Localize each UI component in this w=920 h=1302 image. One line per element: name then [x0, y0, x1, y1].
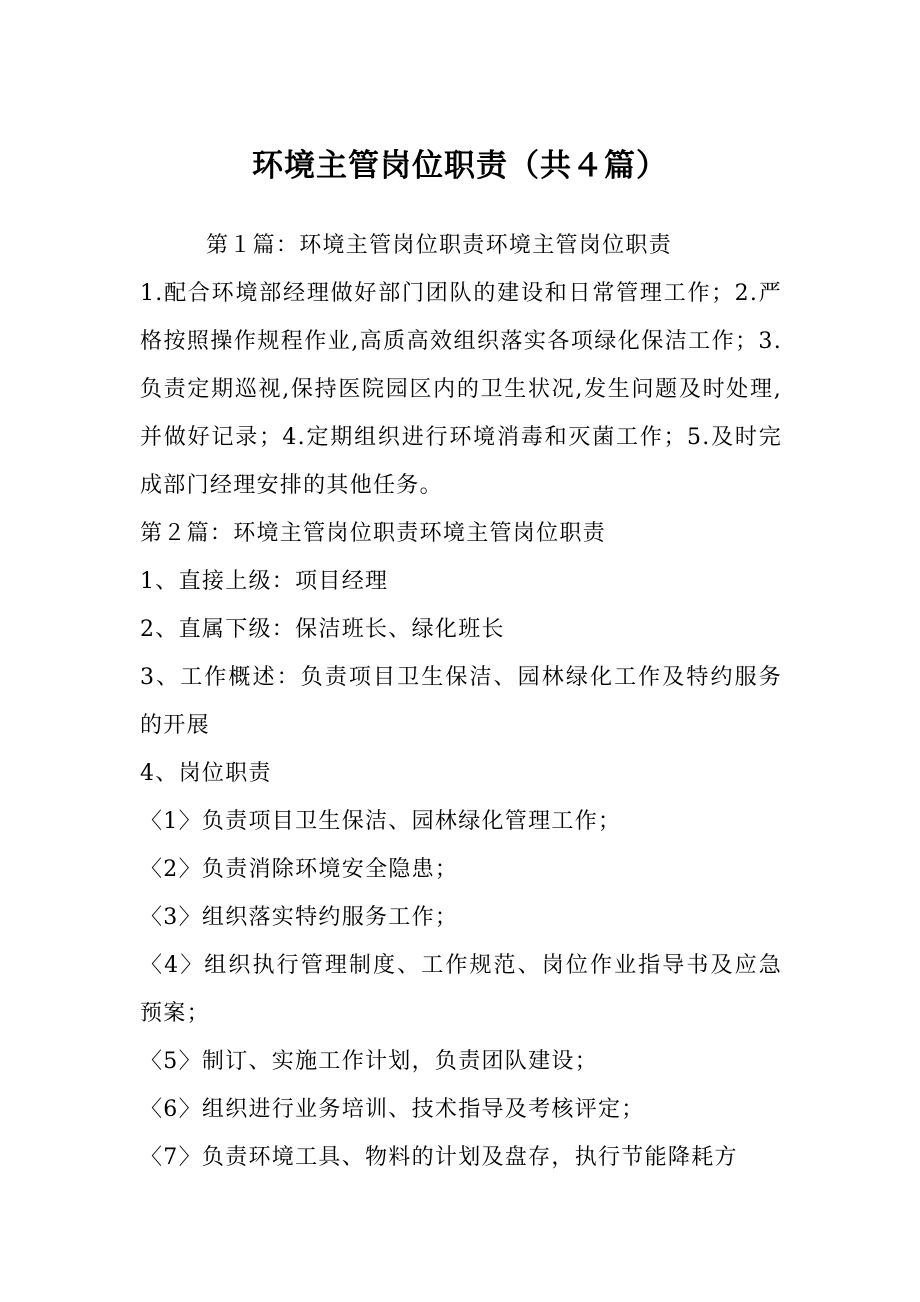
document-body [140, 222, 782, 1182]
part2-heading: 第２篇：环境主管岗位职责环境主管岗位职责 [140, 521, 607, 546]
list-item: 1、直接上级：项目经理 [140, 569, 389, 594]
list-item: 3、工作概述：负责项目卫生保洁、园林绿化工作及特约服务的开展 [140, 665, 782, 738]
duty-item: 〈5〉制订、实施工作计划，负责团队建设； [140, 1049, 598, 1074]
duty-item: 〈7〉负责环境工具、物料的计划及盘存，执行节能降耗方 [140, 1145, 738, 1170]
list-item: 2、直属下级：保洁班长、绿化班长 [140, 617, 505, 642]
duty-item: 〈4〉组织执行管理制度、工作规范、岗位作业指导书及应急预案； [140, 953, 782, 1026]
part1-paragraph: 1.配合环境部经理做好部门团队的建设和日常管理工作；2.严格按照操作规程作业,高质高效组织落实各项绿化保洁工作；3.负责定期巡视,保持医院园区内的卫生状况,发生问题及时处理,并做好记录；4.定期组织进行环境消毒和灭菌工作；5.及时完成部门经理安排的其他任务。 [140, 281, 782, 498]
duty-item: 〈6〉组织进行业务培训、技术指导及考核评定； [140, 1097, 645, 1122]
duty-item: 〈1〉负责项目卫生保洁、园林绿化管理工作； [140, 809, 622, 834]
list-item: 4、岗位职责 [140, 761, 272, 786]
document-title: 环境主管岗位职责（共４篇） [252, 148, 668, 184]
duty-item: 〈3〉组织落实特约服务工作； [140, 905, 459, 930]
part1-heading: 第１篇：环境主管岗位职责环境主管岗位职责 [206, 233, 673, 258]
duty-item: 〈2〉负责消除环境安全隐患； [140, 857, 459, 882]
